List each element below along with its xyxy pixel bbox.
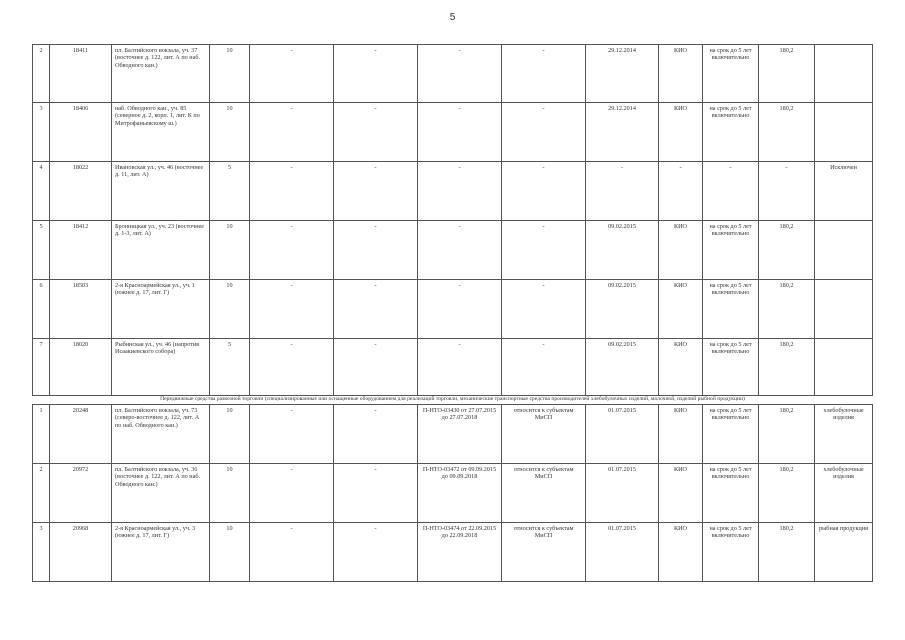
cell-id: 18020	[50, 339, 112, 396]
cell-note: хлебобулочные изделия	[815, 464, 873, 523]
cell-num: 3	[33, 523, 50, 582]
cell-org: КИО	[659, 339, 703, 396]
cell-c5: -	[250, 45, 334, 103]
cell-count: 10	[210, 523, 250, 582]
cell-note	[815, 45, 873, 103]
table-row	[33, 221, 873, 280]
cell-address: пл. Балтийского вокзала, уч. 73 (северо-восточнее д. 122, лит. А по наб. Обводного кан.)	[112, 405, 210, 464]
table-row	[33, 339, 873, 396]
cell-address: Рыбинская ул., уч. 46 (напротив Исаакиевского собора)	[112, 339, 210, 396]
cell-c7: -	[418, 280, 502, 339]
cell-c6: -	[334, 464, 418, 523]
cell-note	[815, 280, 873, 339]
cell-date: -	[586, 162, 659, 221]
cell-c5: -	[250, 339, 334, 396]
cell-c8: -	[502, 221, 586, 280]
cell-c12: -	[759, 162, 815, 221]
cell-c12: 180,2	[759, 45, 815, 103]
cell-count: 10	[210, 464, 250, 523]
cell-address: 2-я Красноармейская ул., уч. 3 (южнее д. 17, лит. Г)	[112, 523, 210, 582]
cell-org: КИО	[659, 280, 703, 339]
cell-date: 29.12.2014	[586, 103, 659, 162]
page-number: 5	[449, 12, 456, 23]
cell-c7: -	[418, 339, 502, 396]
cell-c5: -	[250, 280, 334, 339]
cell-c8: -	[502, 45, 586, 103]
table-row	[33, 464, 873, 523]
cell-id: 18406	[50, 103, 112, 162]
cell-term: на срок до 5 лет включительно	[703, 221, 759, 280]
cell-c8: -	[502, 280, 586, 339]
cell-num: 5	[33, 221, 50, 280]
cell-count: 10	[210, 405, 250, 464]
cell-num: 1	[33, 405, 50, 464]
cell-c7: П-НТО-03474 от 22.09.2015 до 22.09.2018	[418, 523, 502, 582]
cell-note: рыбная продукция	[815, 523, 873, 582]
cell-num: 7	[33, 339, 50, 396]
cell-id: 18412	[50, 221, 112, 280]
cell-id: 20248	[50, 405, 112, 464]
cell-c6: -	[334, 221, 418, 280]
cell-org: КИО	[659, 221, 703, 280]
cell-c5: -	[250, 523, 334, 582]
cell-term: на срок до 5 лет включительно	[703, 280, 759, 339]
cell-num: 4	[33, 162, 50, 221]
cell-address: Бронницкая ул., уч. 23 (восточнее д. 1-3, лит. А)	[112, 221, 210, 280]
cell-count: 10	[210, 103, 250, 162]
cell-note	[815, 339, 873, 396]
cell-address: пл. Балтийского вокзала, уч. 37 (восточнее д. 122, лит. А по наб. Обводного кан.)	[112, 45, 210, 103]
cell-num: 2	[33, 464, 50, 523]
cell-date: 01.07.2015	[586, 523, 659, 582]
cell-date: 01.07.2015	[586, 464, 659, 523]
cell-id: 18411	[50, 45, 112, 103]
cell-c5: -	[250, 221, 334, 280]
cell-num: 6	[33, 280, 50, 339]
cell-org: КИО	[659, 45, 703, 103]
cell-count: 5	[210, 162, 250, 221]
cell-term: на срок до 5 лет включительно	[703, 339, 759, 396]
cell-c7: -	[418, 45, 502, 103]
cell-date: 09.02.2015	[586, 280, 659, 339]
cell-term: на срок до 5 лет включительно	[703, 45, 759, 103]
cell-c7: П-НТО-03430 от 27.07.2015 до 27.07.2018	[418, 405, 502, 464]
cell-c8: -	[502, 339, 586, 396]
table-row	[33, 162, 873, 221]
cell-count: 5	[210, 339, 250, 396]
table-row	[33, 103, 873, 162]
cell-c8: относится к субъектам МиСП	[502, 523, 586, 582]
cell-c8: относится к субъектам МиСП	[502, 464, 586, 523]
cell-c5: -	[250, 103, 334, 162]
cell-count: 10	[210, 280, 250, 339]
section-title: Передвижные средства развозной торговли (специализированные или оснащенные оборудованием для реализаций торговли, механические транспортные средства производителей хлебобулочных изделий, молочной, изделий рыбной продукции)	[33, 396, 873, 405]
cell-c12: 180,2	[759, 523, 815, 582]
cell-date: 01.07.2015	[586, 405, 659, 464]
cell-note	[815, 103, 873, 162]
cell-date: 09.02.2015	[586, 339, 659, 396]
cell-c8: относится к субъектам МиСП	[502, 405, 586, 464]
table-row	[33, 280, 873, 339]
cell-address: пл. Балтийского вокзала, уч. 36 (восточнее д. 122, лит. А по наб. Обводного кан.)	[112, 464, 210, 523]
cell-term: на срок до 5 лет включительно	[703, 523, 759, 582]
cell-c7: -	[418, 162, 502, 221]
cell-c6: -	[334, 280, 418, 339]
cell-c6: -	[334, 405, 418, 464]
table-row	[33, 523, 873, 582]
cell-c12: 180,2	[759, 464, 815, 523]
cell-c6: -	[334, 45, 418, 103]
cell-c5: -	[250, 405, 334, 464]
cell-term: -	[703, 162, 759, 221]
section-header-row	[33, 396, 873, 405]
cell-c6: -	[334, 339, 418, 396]
cell-c12: 180,2	[759, 405, 815, 464]
cell-c5: -	[250, 464, 334, 523]
cell-note: Исключен	[815, 162, 873, 221]
cell-org: КИО	[659, 405, 703, 464]
cell-term: на срок до 5 лет включительно	[703, 464, 759, 523]
cell-address: Ивановская ул., уч. 46 (восточнее д. 11, лит. А)	[112, 162, 210, 221]
cell-c6: -	[334, 523, 418, 582]
cell-address: наб. Обводного кан., уч. 85 (северное д. 2, корп. 1, лит. К по Митрофаньевскому ш.)	[112, 103, 210, 162]
cell-date: 09.02.2015	[586, 221, 659, 280]
table-row	[33, 405, 873, 464]
register-table	[32, 44, 873, 582]
cell-c6: -	[334, 162, 418, 221]
cell-c12: 180,2	[759, 103, 815, 162]
cell-address: 2-я Красноармейская ул., уч. 1 (южнее д. 17, лит. Г)	[112, 280, 210, 339]
cell-c7: -	[418, 221, 502, 280]
table-row	[33, 45, 873, 103]
cell-c8: -	[502, 162, 586, 221]
cell-term: на срок до 5 лет включительно	[703, 103, 759, 162]
cell-term: на срок до 5 лет включительно	[703, 405, 759, 464]
cell-id: 18022	[50, 162, 112, 221]
cell-note: хлебобулочные изделия	[815, 405, 873, 464]
cell-id: 20968	[50, 523, 112, 582]
cell-num: 3	[33, 103, 50, 162]
cell-c12: 180,2	[759, 280, 815, 339]
cell-org: КИО	[659, 464, 703, 523]
cell-c6: -	[334, 103, 418, 162]
cell-id: 18503	[50, 280, 112, 339]
cell-c7: П-НТО-03472 от 09.09.2015 до 09.09.2018	[418, 464, 502, 523]
cell-org: -	[659, 162, 703, 221]
cell-count: 10	[210, 221, 250, 280]
cell-c12: 180,2	[759, 339, 815, 396]
cell-c7: -	[418, 103, 502, 162]
cell-c8: -	[502, 103, 586, 162]
cell-c12: 180,2	[759, 221, 815, 280]
cell-org: КИО	[659, 103, 703, 162]
cell-count: 10	[210, 45, 250, 103]
cell-date: 29.12.2014	[586, 45, 659, 103]
cell-note	[815, 221, 873, 280]
cell-org: КИО	[659, 523, 703, 582]
cell-num: 2	[33, 45, 50, 103]
cell-c5: -	[250, 162, 334, 221]
cell-id: 20972	[50, 464, 112, 523]
